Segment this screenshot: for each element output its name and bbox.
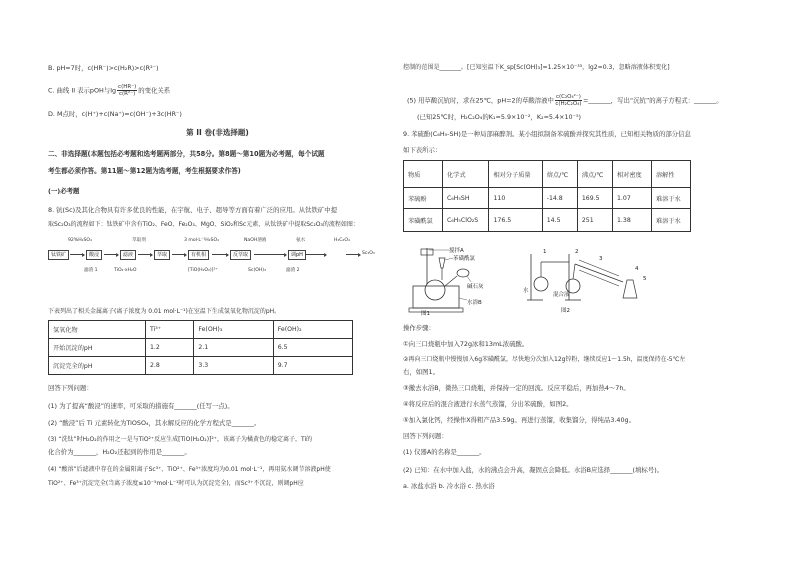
flow-arrow xyxy=(172,254,186,255)
table-cell: 2.1 xyxy=(194,339,273,357)
step-4: ④将反应后的混合液进行水蒸气蒸馏，分出苯硫酚，如图2。 xyxy=(403,400,573,408)
q9-sub-2-options: a. 冰盐水浴 b. 冷水浴 c. 热水浴 xyxy=(403,482,495,490)
flow-node-strip: 反萃取 xyxy=(230,250,251,260)
q8-sub-4-line-1: (4) “酸溶”后滤液中存在的金属阳离子Sc³⁺、TiO²⁺、Fe³⁺浓度均为0.01 mol·L⁻¹，再用氨水调节溶液pH使 xyxy=(48,466,331,473)
table-cell: 110 xyxy=(489,188,542,209)
flow-node-ph: 调pH xyxy=(288,250,306,260)
fig1-label-soda-lime: 碱石灰 xyxy=(467,284,484,290)
section-title: 第 II 卷(非选择题) xyxy=(186,128,249,137)
q9-answer-heading: 回答下列问题： xyxy=(403,432,448,440)
flow-sc-hydroxide: Sc(OH)₃ xyxy=(248,268,266,273)
table-header-cell: 溶解性 xyxy=(651,161,690,188)
fig1-label-stirrer: 搅拌A xyxy=(449,248,464,254)
table-header-row xyxy=(49,321,353,339)
q9-text-1: 9. 苯硫酚(C₆H₅-SH)是一种局部麻醉剂。某小组拟制备苯硫酚并探究其性质，已知相关物质的部分信息 xyxy=(403,130,691,138)
q8-sub-2: (2) “酸浸”后 Ti 元素转化为TiOSO₄，其水解反应的化学方程式是_______。 xyxy=(48,419,261,427)
steps-heading: 操作步骤： xyxy=(403,324,435,332)
required-heading: (一)必考题 xyxy=(48,187,80,195)
fig2-label-4: 4 xyxy=(635,266,639,272)
step-5: ⑤加入氯化钙，经操作X得粗产品3.59g。再进行蒸馏，收集馏分，得纯品3.40g。 xyxy=(403,416,636,424)
flow-arrow xyxy=(254,254,286,255)
flow-label-h2so4: 3 mol·L⁻¹H₂SO₄ xyxy=(184,238,219,243)
q8-text-2: 取Sc₂O₃的流程如下：钛铁矿中含有TiO₂、FeO、Fe₂O₃、MgO、SiO₂和Sc元素，从钛铁矿中提取Sc₂O₃的流程如图： xyxy=(48,221,359,228)
table-header-cell: 氢氧化物 xyxy=(49,321,146,339)
q8-text-1: 8. 钪(Sc)及其化合物具有许多优良的性能，在宇航、电子、超导等方面有着广泛的应用。从钛铁矿中提 xyxy=(48,206,338,214)
flow-arrow xyxy=(346,254,360,255)
process-flow-diagram xyxy=(48,236,378,286)
fig1-label-water-bath: 水浴B xyxy=(467,300,482,306)
q8-range-line: 控制的范围是_______。[已知室温下K_sp[Sc(OH)₃]=1.25×10⁻³³，lg2≈0.3，忽略溶液体积变化] xyxy=(403,64,670,71)
flow-node-product: Sc₂O₃ xyxy=(362,251,375,256)
fig2-label-water: 水 xyxy=(523,288,529,294)
table-cell: 1.2 xyxy=(146,339,194,357)
flow-arrow xyxy=(70,254,84,255)
table-cell: 1.07 xyxy=(612,188,651,209)
table-row xyxy=(404,209,691,232)
table-cell: 苯磺酰氯 xyxy=(404,209,443,232)
q9-sub-2: (2) 已知：在水中加入盐，水的沸点会升高，凝固点会降低。水浴B应选择_______(填标号)。 xyxy=(403,466,664,474)
answer-heading: 回答下列问题： xyxy=(48,384,93,392)
table-cell: 2.8 xyxy=(146,357,194,375)
flow-residue-ti: TiO₂·xH₂O xyxy=(114,268,137,273)
q9-sub-1: (1) 仪器A的名称是_______。 xyxy=(403,448,486,456)
option-b: B. pH=7时，c(HR⁻)>c(H₂R)>c(R²⁻) xyxy=(48,64,159,72)
table-header-cell: 相对密度 xyxy=(612,161,651,188)
table-header-cell: 熔点/℃ xyxy=(542,161,577,188)
table-cell: -14.8 xyxy=(542,188,577,209)
table-header-cell: 相对分子质量 xyxy=(489,161,542,188)
flow-node-ore: 钛铁矿 xyxy=(48,250,69,260)
instructions-line-1: 二、非选择题(本题包括必考题和选考题两部分，共58分。第8题～第10题为必考题，每个试题 xyxy=(48,150,325,158)
apparatus-figure-2 xyxy=(523,248,649,310)
q8-sub-3-line-2: 化合价为_______，H₂O₂还起到的作用是_______。 xyxy=(48,448,191,456)
q8-sub-3-line-1: (3) “洗钛”时H₂O₂的作用之一是与TiO²⁺反应生成[TiO(H₂O₂)]²⁺，该离子为橘黄色的稳定离子，Ti的 xyxy=(48,436,313,443)
step-2: ②再向三口烧瓶中慢慢加入6g苯磺酰氯，尽快地分次加入12g锌粉，继续反应1～1.5h，温度保持在-5℃左 xyxy=(403,356,686,363)
table-row xyxy=(49,339,353,357)
table-cell: 176.5 xyxy=(489,209,542,232)
table-header-cell: 沸点/℃ xyxy=(577,161,612,188)
flow-arrow xyxy=(212,254,228,255)
fig2-caption: 图2 xyxy=(561,308,570,314)
table-cell: 苯硫酚 xyxy=(404,188,443,209)
step-2-cont: 右，如图1。 xyxy=(403,368,440,376)
step-1: ①向三口烧瓶中加入72g冰和13mL浓硫酸。 xyxy=(403,340,529,348)
fig2-label-5: 5 xyxy=(643,276,647,282)
fig2-label-mixture: 混合液 xyxy=(553,292,570,298)
table-header-row xyxy=(404,161,691,188)
table-row xyxy=(404,188,691,209)
substance-table xyxy=(403,160,691,232)
table-cell: 1.38 xyxy=(612,209,651,232)
q8-sub-5: (5) 用草酸沉钪时，求在25℃，pH=2的草酸溶液中 $\frac{\text{c(C₂O₄²⁻)}}{\text{c(H₂C₂O₄)}}$ =_______，写出“沉钪”的离子方程式：_______。 xyxy=(407,94,723,107)
table-cell: 难溶于水 xyxy=(651,188,690,209)
flow-node-leach: 酸浸 xyxy=(86,250,102,260)
table-header-cell: Fe(OH)₃ xyxy=(194,321,273,339)
flow-residue-2: 滤渣 2 xyxy=(286,268,300,273)
flow-node-organic: 有机相 xyxy=(188,250,209,260)
flow-ti-complex: [TiO(H₂O₂)]²⁺ xyxy=(188,268,218,273)
flow-arrow xyxy=(306,254,326,255)
hydroxide-ph-table xyxy=(48,320,353,375)
table-header-cell: Fe(OH)₂ xyxy=(273,321,352,339)
table-cell: C₆H₅SH xyxy=(442,188,489,209)
table-cell: 3.3 xyxy=(194,357,273,375)
fig2-label-3: 3 xyxy=(599,256,603,262)
q8-sub-1: (1) 为了提高“酸浸”的速率，可采取的措施有_______(任写一点)。 xyxy=(48,402,234,410)
fig2-label-1: 1 xyxy=(543,249,547,255)
table-cell: 6.5 xyxy=(273,339,352,357)
flow-node-extract: 萃取 xyxy=(154,250,170,260)
table-cell: 169.5 xyxy=(577,188,612,209)
fig2-label-2: 2 xyxy=(575,249,579,255)
option-d: D. M点时，c(H⁺)+c(Na⁺)=c(OH⁻)+3c(HR⁻) xyxy=(48,110,182,118)
table-header-cell: Ti³⁺ xyxy=(146,321,194,339)
table-row xyxy=(49,357,353,375)
q8-sub-5-note: (已知25℃时，H₂C₂O₄的K₁=5.9×10⁻²，K₂=5.4×10⁻⁵) xyxy=(417,113,582,121)
q8-sub-4-line-2: TiO²⁺、Fe³⁺沉淀完全(当离子浓度≤10⁻⁵mol·L⁻¹时可认为沉淀完全)，而Sc³⁺不沉淀，则调pH应 xyxy=(48,480,304,487)
flow-label-ammonia: 氨水 xyxy=(296,238,306,243)
step-3: ③撤去水浴B，微热三口烧瓶，并保持一定的回流。反应平稳后，再加热4～7h。 xyxy=(403,384,630,392)
table-header-cell: 化学式 xyxy=(442,161,489,188)
table-cell: 开始沉淀的pH xyxy=(49,339,146,357)
table-intro: 下表列出了相关金属离子(离子浓度为 0.01 mol·L⁻¹)在室温下生成氢氧化物沉淀的pH。 xyxy=(48,308,281,315)
flow-label-extractant: 萃取剂 xyxy=(132,238,146,243)
flow-residue-1: 滤渣 1 xyxy=(84,268,98,273)
flow-arrow xyxy=(138,254,152,255)
flow-arrow xyxy=(104,254,118,255)
fig1-label-reagent: 苯磺酰氯 xyxy=(453,256,476,262)
flow-label-naoh: NaOH溶液 xyxy=(244,238,267,243)
table-cell: 14.5 xyxy=(542,209,577,232)
q9-text-2: 如下表所示： xyxy=(403,146,442,154)
flow-node-filtrate: 滤液 xyxy=(120,250,136,260)
fig1-caption: 图1 xyxy=(421,311,430,317)
table-cell: 沉淀完全的pH xyxy=(49,357,146,375)
table-cell: 251 xyxy=(577,209,612,232)
flow-label-oxalic: H₂C₂O₄ xyxy=(334,238,350,243)
table-header-cell: 物质 xyxy=(404,161,443,188)
option-c: C. 曲线 II 表示pOH与lg $\frac{c(HR^-)}{\text{c(R²⁻)}}$ 的变化关系 xyxy=(48,84,171,97)
flow-label-acid: 92%H₂SO₄ xyxy=(68,238,92,243)
table-cell: 难溶于水 xyxy=(651,209,690,232)
instructions-line-2: 考生都必须作答。第11题～第12题为选考题，考生根据要求作答) xyxy=(48,167,241,175)
table-cell: C₆H₅ClO₂S xyxy=(442,209,489,232)
table-cell: 9.7 xyxy=(273,357,352,375)
